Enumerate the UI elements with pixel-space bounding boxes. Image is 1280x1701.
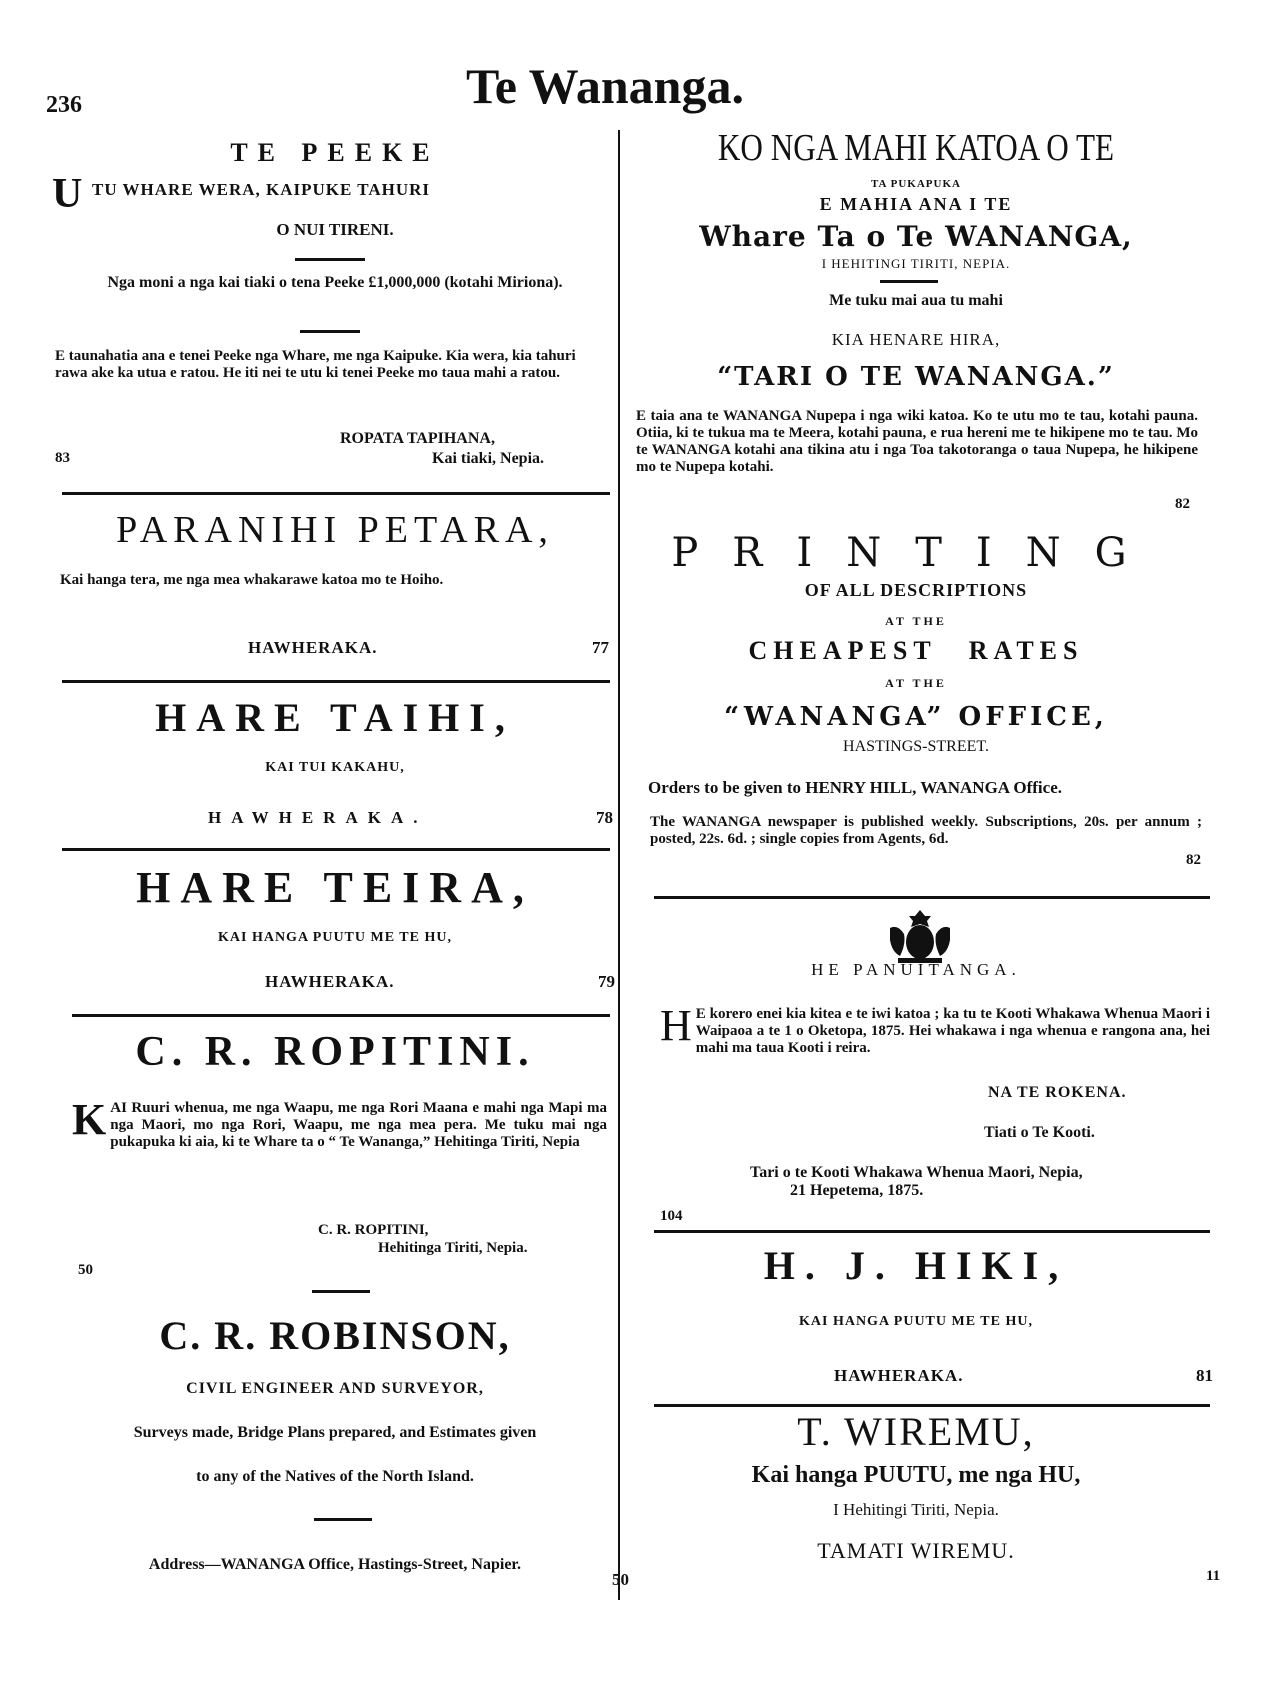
column-divider (618, 130, 620, 1600)
robinson-line2: to any of the Natives of the North Island. (196, 1468, 474, 1485)
section-rule (62, 492, 610, 495)
taihi-sub: KAI TUI KAKAHU, (265, 760, 405, 775)
wiremu-line2: I Hehitingi Tiriti, Nepia. (833, 1500, 999, 1519)
printing-line2: CHEAPEST RATES (748, 636, 1084, 665)
section-rule (654, 1230, 1210, 1233)
printing-title: PRINTING (671, 530, 1161, 576)
hiki-place: HAWHERAKA. (834, 1366, 964, 1385)
hiki-sub: KAI HANGA PUUTU ME TE HU, (799, 1314, 1033, 1329)
royal-coat-of-arms-icon (880, 908, 960, 964)
taihi-place: HAWHERAKA. (208, 808, 428, 827)
section-rule (72, 1014, 610, 1017)
ropitini-body (72, 1095, 607, 1151)
mahi-line5: Me tuku mai aua tu mahi (829, 292, 1003, 309)
section-rule (654, 1404, 1210, 1407)
printing-line4: HASTINGS-STREET. (843, 738, 989, 755)
robinson-title: C. R. ROBINSON, (159, 1313, 511, 1358)
divider (314, 1518, 372, 1521)
hiki-ref-number: 81 (1196, 1366, 1213, 1385)
peeke-line1: TU WHARE WERA, KAIPUKE TAHURI (92, 180, 431, 199)
ropitini-address: Hehitinga Tiriti, Nepia. (378, 1240, 528, 1256)
wiremu-line3: TAMATI WIREMU. (817, 1538, 1015, 1563)
wiremu-line1: Kai hanga PUUTU, me nga HU, (751, 1462, 1081, 1488)
peeke-signature: ROPATA TAPIHANA, (340, 430, 495, 447)
teira-ref-number: 79 (598, 972, 615, 991)
taihi-title: HARE TAIHI, (155, 695, 515, 740)
paranihi-title: PARANIHI PETARA, (116, 509, 554, 551)
ropitini-title: C. R. ROPITINI. (135, 1029, 535, 1075)
printing-at-2: AT THE (885, 676, 947, 690)
section-rule (62, 848, 610, 851)
mahi-line2: E MAHIA ANA I TE (819, 194, 1013, 214)
printing-ref-number: 82 (1186, 852, 1201, 868)
mahi-line4: I HEHITINGI TIRITI, NEPIA. (821, 256, 1011, 271)
divider (880, 280, 938, 283)
panuitanga-date: 21 Hepetema, 1875. (790, 1182, 924, 1199)
mahi-line7: “TARI O TE WANANGA.” (717, 362, 1115, 392)
peeke-role: Kai tiaki, Nepia. (432, 450, 545, 467)
robinson-sub: CIVIL ENGINEER AND SURVEYOR, (186, 1380, 484, 1397)
mahi-ref-number: 82 (1175, 496, 1190, 512)
paranihi-ref-number: 77 (592, 638, 609, 657)
panuitanga-signature: NA TE ROKENA. (988, 1084, 1127, 1101)
wiremu-ref-number: 11 (1206, 1568, 1221, 1584)
section-rule (62, 680, 610, 683)
ropitini-ref-number: 50 (78, 1262, 93, 1278)
peeke-dropcap: U (52, 171, 83, 217)
teira-sub: KAI HANGA PUUTU ME TE HU, (218, 930, 452, 945)
printing-line3: “WANANGA” OFFICE, (724, 702, 1108, 732)
robinson-address: Address—WANANGA Office, Hastings-Street, Napier. (148, 1556, 522, 1573)
mahi-line3: Whare Ta o Te WANANGA, (699, 220, 1133, 253)
ropitini-text: AI Ruuri whenua, me nga Waapu, me nga Rori Maana e mahi nga Mapi ma nga Maori, mo nga Rori, Waapu, me nga mea pera. Me tuku mai nga pukapuka ki aia, ki te Whare ta o “ Te Wananga,” Hehitinga Tiriti, Nepia (110, 1100, 607, 1150)
ropitini-dropcap: K (72, 1095, 107, 1144)
printing-line1: OF ALL DESCRIPTIONS (804, 580, 1028, 600)
peeke-body-text: E taunahatia ana e tenei Peeke nga Whare, me nga Kaipuke. Kia wera, kia tahuri rawa ake ka utua e ratou. He iti nei te utu ki tenei Peeke mo taua mahi a ratou. (55, 348, 576, 381)
peeke-line2: O NUI TIRENI. (276, 220, 394, 239)
mahi-line1: TA PUKAPUKA (871, 178, 961, 190)
divider (300, 330, 360, 333)
mahi-body-text: E taia ana te WANANGA Nupepa i nga wiki katoa. Ko te utu mo te tau, kotahi pauna. Otiia, ki te tukua ma te Meera, kotahi pauna, e rua hereni me te hikipene mo te tau. Mo te WANANGA kotahi ana tikina atu i nga Toa takotoranga o taua Nupepa, he hikipene mo te Nupepa kotahi. (636, 408, 1198, 475)
peeke-capital-text: Nga moni a nga kai tiaki o tena Peeke £1,000,000 (kotahi Miriona). (107, 274, 563, 291)
page-number: 236 (46, 92, 82, 118)
panuitanga-body (660, 1001, 1210, 1057)
taihi-ref-number: 78 (596, 808, 613, 827)
teira-title: HARE TEIRA, (136, 863, 534, 912)
section-rule (654, 896, 1210, 899)
teira-place: HAWHERAKA. (265, 972, 395, 991)
printing-orders: Orders to be given to HENRY HILL, WANANGA Office. (648, 778, 1062, 797)
wiremu-title: T. WIREMU, (797, 1409, 1035, 1454)
ropitini-signature: C. R. ROPITINI, (318, 1222, 429, 1238)
paranihi-text: Kai hanga tera, me nga mea whakarawe katoa mo te Hoiho. (60, 572, 444, 588)
peeke-title: TE PEEKE (230, 138, 440, 167)
panuitanga-text: E korero enei kia kitea e te iwi katoa ; ka tu te Kooti Whakawa Whenua Maori i Waipaoa a te 1 o Oketopa, 1875. Hei whakawa i nga whenua e rangona ana, hei mahi ma taua Kooti i reira. (695, 1006, 1210, 1056)
robinson-line1: Surveys made, Bridge Plans prepared, and Estimates given (133, 1424, 537, 1441)
panuitanga-dropcap: H (660, 1001, 692, 1050)
robinson-ref-number: 50 (612, 1570, 629, 1589)
panuitanga-ref-number: 104 (660, 1208, 683, 1224)
printing-body-text: The WANANGA newspaper is published weekly. Subscriptions, 20s. per annum ; posted, 22s. 6d. ; single copies from Agents, 6d. (650, 814, 1202, 847)
divider (295, 258, 365, 261)
panuitanga-role: Tiati o Te Kooti. (984, 1124, 1095, 1141)
panuitanga-title: HE PANUITANGA. (811, 960, 1021, 979)
mahi-title: KO NGA MAHI KATOA O TE (717, 127, 1115, 169)
peeke-ref-number: 83 (55, 450, 70, 466)
paranihi-place: HAWHERAKA. (248, 638, 378, 657)
panuitanga-office: Tari o te Kooti Whakawa Whenua Maori, Nepia, (750, 1164, 1083, 1181)
divider (312, 1290, 370, 1293)
printing-at-1: AT THE (885, 614, 947, 628)
mahi-line6: KIA HENARE HIRA, (831, 330, 1001, 349)
hiki-title: H. J. HIKI, (763, 1243, 1069, 1288)
masthead-title: Te Wananga. (466, 58, 744, 114)
